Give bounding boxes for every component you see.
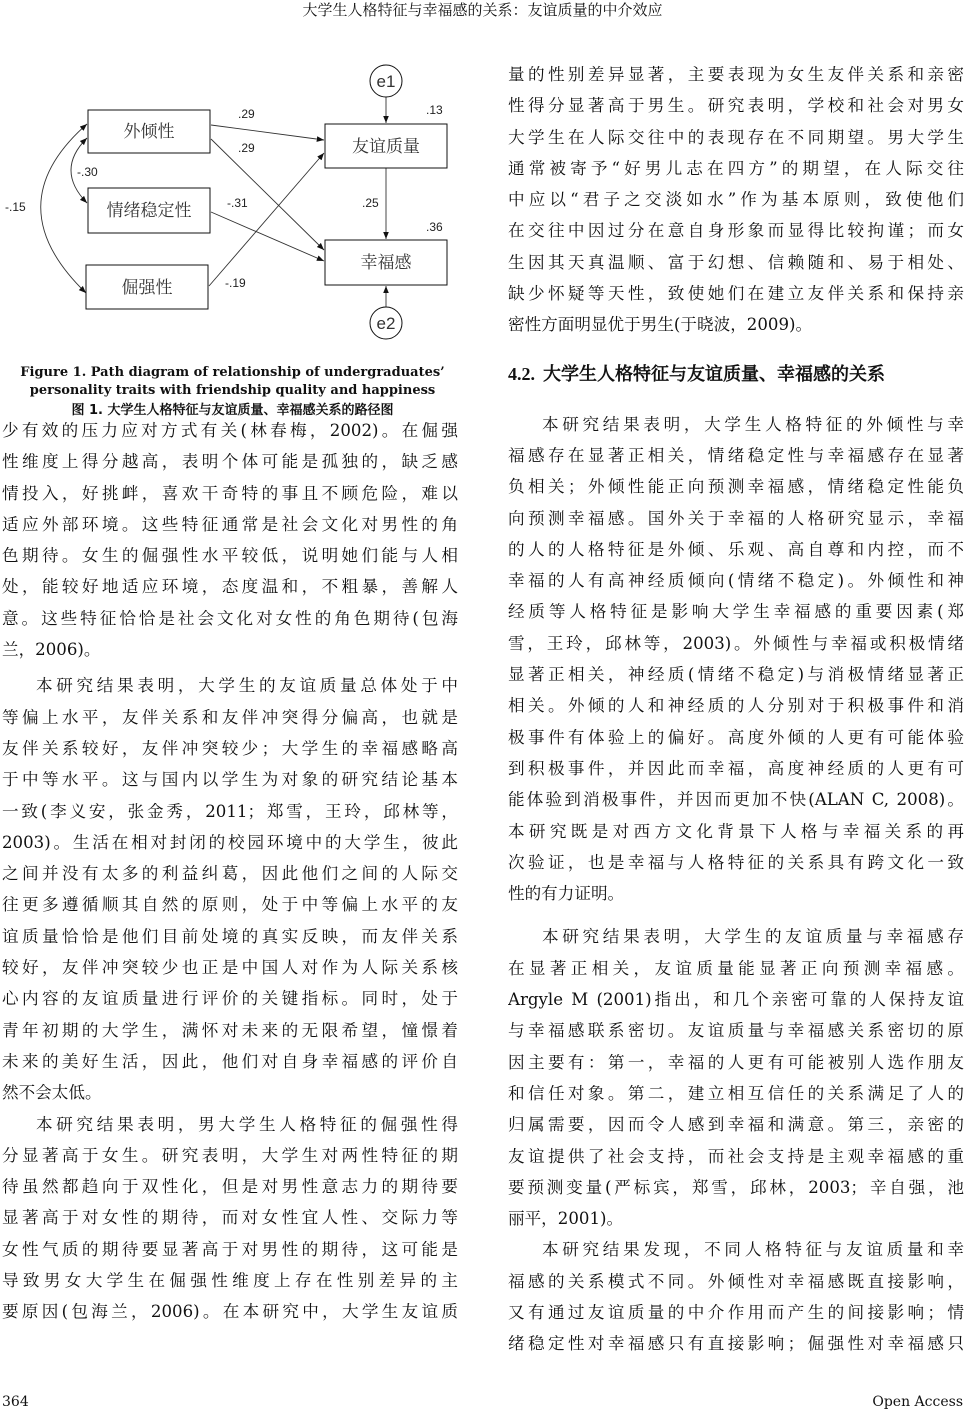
text-line: 2003)。生活在相对封闭的校园环境中的大学生，彼此 <box>2 832 458 852</box>
text-line: 性的有力证明。 <box>508 884 625 904</box>
section-title: 大学生人格特征与友谊质量、幸福感的关系 <box>543 363 885 384</box>
text-line: 在交往中因过分在意自身形象而显得比较拘谨；而女 <box>508 221 964 241</box>
text-line: 显著正相关，神经质(情绪不稳定)与消极情绪显著正 <box>508 665 964 685</box>
left-column <box>2 415 458 1328</box>
text-line: 又有通过友谊质量的中介作用而产生的间接影响；情 <box>508 1302 964 1322</box>
section-number: 4.2. <box>508 363 535 384</box>
paragraph <box>2 670 458 1108</box>
text-line: 极事件有体验上的偏好。高度外倾的人更有可能体验 <box>508 727 964 747</box>
text-line: 通常被寄予“好男儿志在四方”的期望，在人际交往 <box>508 158 964 178</box>
text-line: 福感的关系模式不同。外倾性对幸福感既直接影响， <box>508 1271 964 1291</box>
text-line: 较好，友伴冲突较少也正是中国人对作为人际关系核 <box>2 958 458 978</box>
caption-en-line2: personality traits with friendship quality and happiness <box>29 383 436 398</box>
text-line: 情投入，好挑衅，喜欢干奇特的事且不顾危险，难以 <box>2 483 458 503</box>
label-toughness: 倔强性 <box>121 278 173 297</box>
text-line: 分显著高于女生。研究表明，大学生对两性特征的期 <box>2 1145 458 1165</box>
caption-zh: 图 1. 大学生人格特征与友谊质量、幸福感关系的路径图 <box>71 403 394 418</box>
label-e1: e1 <box>376 72 396 91</box>
path-extra-friend <box>211 125 324 140</box>
coef-tough-friend: -.19 <box>225 276 246 290</box>
coef-happy-r2: .36 <box>426 220 443 234</box>
coef-friend-r2: .13 <box>426 103 443 117</box>
text-line: 要预测变量(严标宾，郑雪，邱林，2003；辛自强，池 <box>508 1177 964 1197</box>
text-line: 向预测幸福感。国外关于幸福的人格研究显示，幸福 <box>508 508 964 528</box>
text-line: 本研究结果表明，男大学生人格特征的倔强性得 <box>36 1114 458 1134</box>
text-line: 密性方面明显优于男生(于晓波，2009)。 <box>508 315 813 335</box>
page-number: 364 <box>2 1394 29 1410</box>
text-line: 友谊提供了社会支持，而社会支持是主观幸福感的重 <box>508 1146 964 1166</box>
paragraph <box>508 921 964 1234</box>
label-emotional-stability: 情绪稳定性 <box>106 201 192 220</box>
text-line: 于中等水平。这与国内以学生为对象的研究结论基本 <box>2 770 458 790</box>
text-line: 适应外部环境。这些特征通常是社会文化对男性的角 <box>2 514 458 534</box>
text-line: 和信任对象。第二，建立相互信任的关系满足了人的 <box>508 1083 964 1103</box>
text-line: 大学生在人际交往中的表现存在不同期望。男大学生 <box>508 127 964 147</box>
text-line: 经质等人格特征是影响大学生幸福感的重要因素(郑 <box>508 602 964 622</box>
text-line: 本研究结果表明，大学生的友谊质量与幸福感存 <box>542 927 964 947</box>
text-line: 一致(李义安，张金秀，2011；郑雪，王玲，邱林等， <box>2 801 458 821</box>
text-line: 到积极事件，并因此而幸福，高度神经质的人更有可 <box>508 758 964 778</box>
coef-extra-friend: .29 <box>238 107 255 121</box>
text-line: 导致男女大学生在倔强性维度上存在性别差异的主 <box>2 1271 458 1291</box>
text-line: 要原因(包海兰，2006)。在本研究中，大学生友谊质 <box>2 1302 458 1322</box>
coef-friend-happy: .25 <box>362 196 379 210</box>
paragraph <box>508 59 964 341</box>
text-line: 生因其天真温顺、富于幻想、信赖随和、易于相处、 <box>508 252 964 272</box>
path-tough-friend <box>209 153 324 286</box>
text-line: 中应以“君子之交淡如水”作为基本原则，致使他们 <box>508 190 964 210</box>
path-emo-happy <box>211 212 324 261</box>
text-line: 幸福的人有高神经质倾向(情绪不稳定)。外倾性和神 <box>508 571 964 591</box>
path-extra-happy <box>211 139 324 250</box>
text-line: 的人的人格特征是外倾、乐观、高自尊和内控，而不 <box>508 539 964 559</box>
section-heading <box>508 341 964 409</box>
text-line: 谊质量恰恰是他们目前处境的真实反映，而友伴关系 <box>2 926 458 946</box>
text-line: 未来的美好生活，因此，他们对自身幸福感的评价自 <box>2 1051 458 1071</box>
publisher-label: Open Access <box>872 1394 963 1410</box>
figure-caption <box>0 364 465 420</box>
text-line: 本研究结果发现，不同人格特征与友谊质量和幸 <box>542 1240 964 1260</box>
text-line: 缺少怀疑等天性，致使她们在建立友伴关系和保持亲 <box>508 284 964 304</box>
text-line: 绪稳定性对幸福感只有直接影响；倔强性对幸福感只 <box>508 1334 964 1354</box>
paragraph <box>508 409 964 910</box>
text-line: 相关。外倾的人和神经质的人分别对于积极事件和消 <box>508 696 964 716</box>
text-line: 因主要有：第一，幸福的人更有可能被别人选作朋友 <box>508 1052 964 1072</box>
text-line: 少有效的压力应对方式有关(林春梅，2002)。在倔强 <box>2 421 458 440</box>
text-line: Argyle M (2001)指出，和几个亲密可靠的人保持友谊 <box>508 990 964 1010</box>
text-line: 意。这些特征恰恰是社会文化对女性的角色期待(包海 <box>2 608 458 628</box>
label-extraversion: 外倾性 <box>123 122 175 141</box>
text-line: 性得分显著高于男生。研究表明，学校和社会对男女 <box>508 96 964 116</box>
text-line: 福感存在显著正相关，情绪稳定性与幸福感存在显著 <box>508 445 964 465</box>
coef-extra-happy: .29 <box>238 141 255 155</box>
text-line: 雪，王玲，邱林等，2003)。外倾性与幸福或积极情绪 <box>508 633 964 653</box>
text-line: 兰，2006)。 <box>2 640 101 660</box>
paragraph <box>2 1109 458 1328</box>
path-diagram <box>0 50 470 360</box>
text-line: 负相关；外倾性能正向预测幸福感，情绪稳定性能负 <box>508 477 964 497</box>
text-line: 归属需要，因而令人感到幸福和满意。第三，亲密的 <box>508 1115 964 1135</box>
text-line: 色期待。女生的倔强性水平较低，说明她们能与人相 <box>2 546 458 566</box>
text-line: 丽平，2001)。 <box>508 1209 624 1229</box>
label-friendship-quality: 友谊质量 <box>352 137 420 156</box>
text-line: 显著高于对女性的期待，而对女性宜人性、交际力等 <box>2 1208 458 1228</box>
coef-emo-happy: -.31 <box>227 196 248 210</box>
label-e2: e2 <box>376 314 396 333</box>
text-line: 本研究结果表明，大学生人格特征的外倾性与幸 <box>542 414 964 434</box>
text-line: 性维度上得分越高，表明个体可能是孤独的，缺乏感 <box>2 452 458 472</box>
text-line: 待虽然都趋向于双性化，但是对男性意志力的期待要 <box>2 1177 458 1197</box>
caption-en-line1: Figure 1. Path diagram of relationship of undergraduates’ <box>20 365 445 380</box>
text-line: 然不会太低。 <box>2 1083 102 1103</box>
paragraph <box>508 1234 964 1359</box>
text-line: 青年初期的大学生，满怀对未来的无限希望，憧憬着 <box>2 1020 458 1040</box>
text-line: 往更多遵循顺其自然的原则，处于中等偏上水平的友 <box>2 895 458 915</box>
text-line: 女性气质的期待要显著高于对男性的期待，这可能是 <box>2 1239 458 1259</box>
text-line: 次验证，也是幸福与人格特征的关系具有跨文化一致 <box>508 852 964 872</box>
text-line: 友伴关系较好，友伴冲突较少；大学生的幸福感略高 <box>2 738 458 758</box>
label-happiness: 幸福感 <box>360 253 412 272</box>
text-line: 处，能较好地适应环境，态度温和，不粗暴，善解人 <box>2 577 458 597</box>
coef-extra-emo: -.30 <box>77 165 98 179</box>
text-line: 量的性别差异显著，主要表现为女生友伴关系和亲密 <box>508 65 964 84</box>
paragraph <box>2 415 458 665</box>
text-line: 本研究既是对西方文化背景下人格与幸福关系的再 <box>508 821 964 841</box>
text-line: 本研究结果表明，大学生的友谊质量总体处于中 <box>36 676 458 696</box>
running-head: 大学生人格特征与幸福感的关系：友谊质量的中介效应 <box>302 1 663 19</box>
coef-extra-tough: -.15 <box>5 200 26 214</box>
right-column <box>508 59 964 1360</box>
text-line: 之间并没有太多的利益纠葛，因此他们之间的人际交 <box>2 864 458 884</box>
text-line: 心内容的友谊质量进行评价的关键指标。同时，处于 <box>2 989 458 1009</box>
text-line: 与幸福感联系密切。友谊质量与幸福感关系密切的原 <box>508 1021 964 1041</box>
text-line: 能体验到消极事件，并因而更加不快(ALAN C, 2008)。 <box>508 790 964 810</box>
text-line: 等偏上水平，友伴关系和友伴冲突得分偏高，也就是 <box>2 707 458 727</box>
corr-extra-tough <box>41 124 87 293</box>
text-line: 在显著正相关，友谊质量能显著正向预测幸福感。 <box>508 958 964 978</box>
